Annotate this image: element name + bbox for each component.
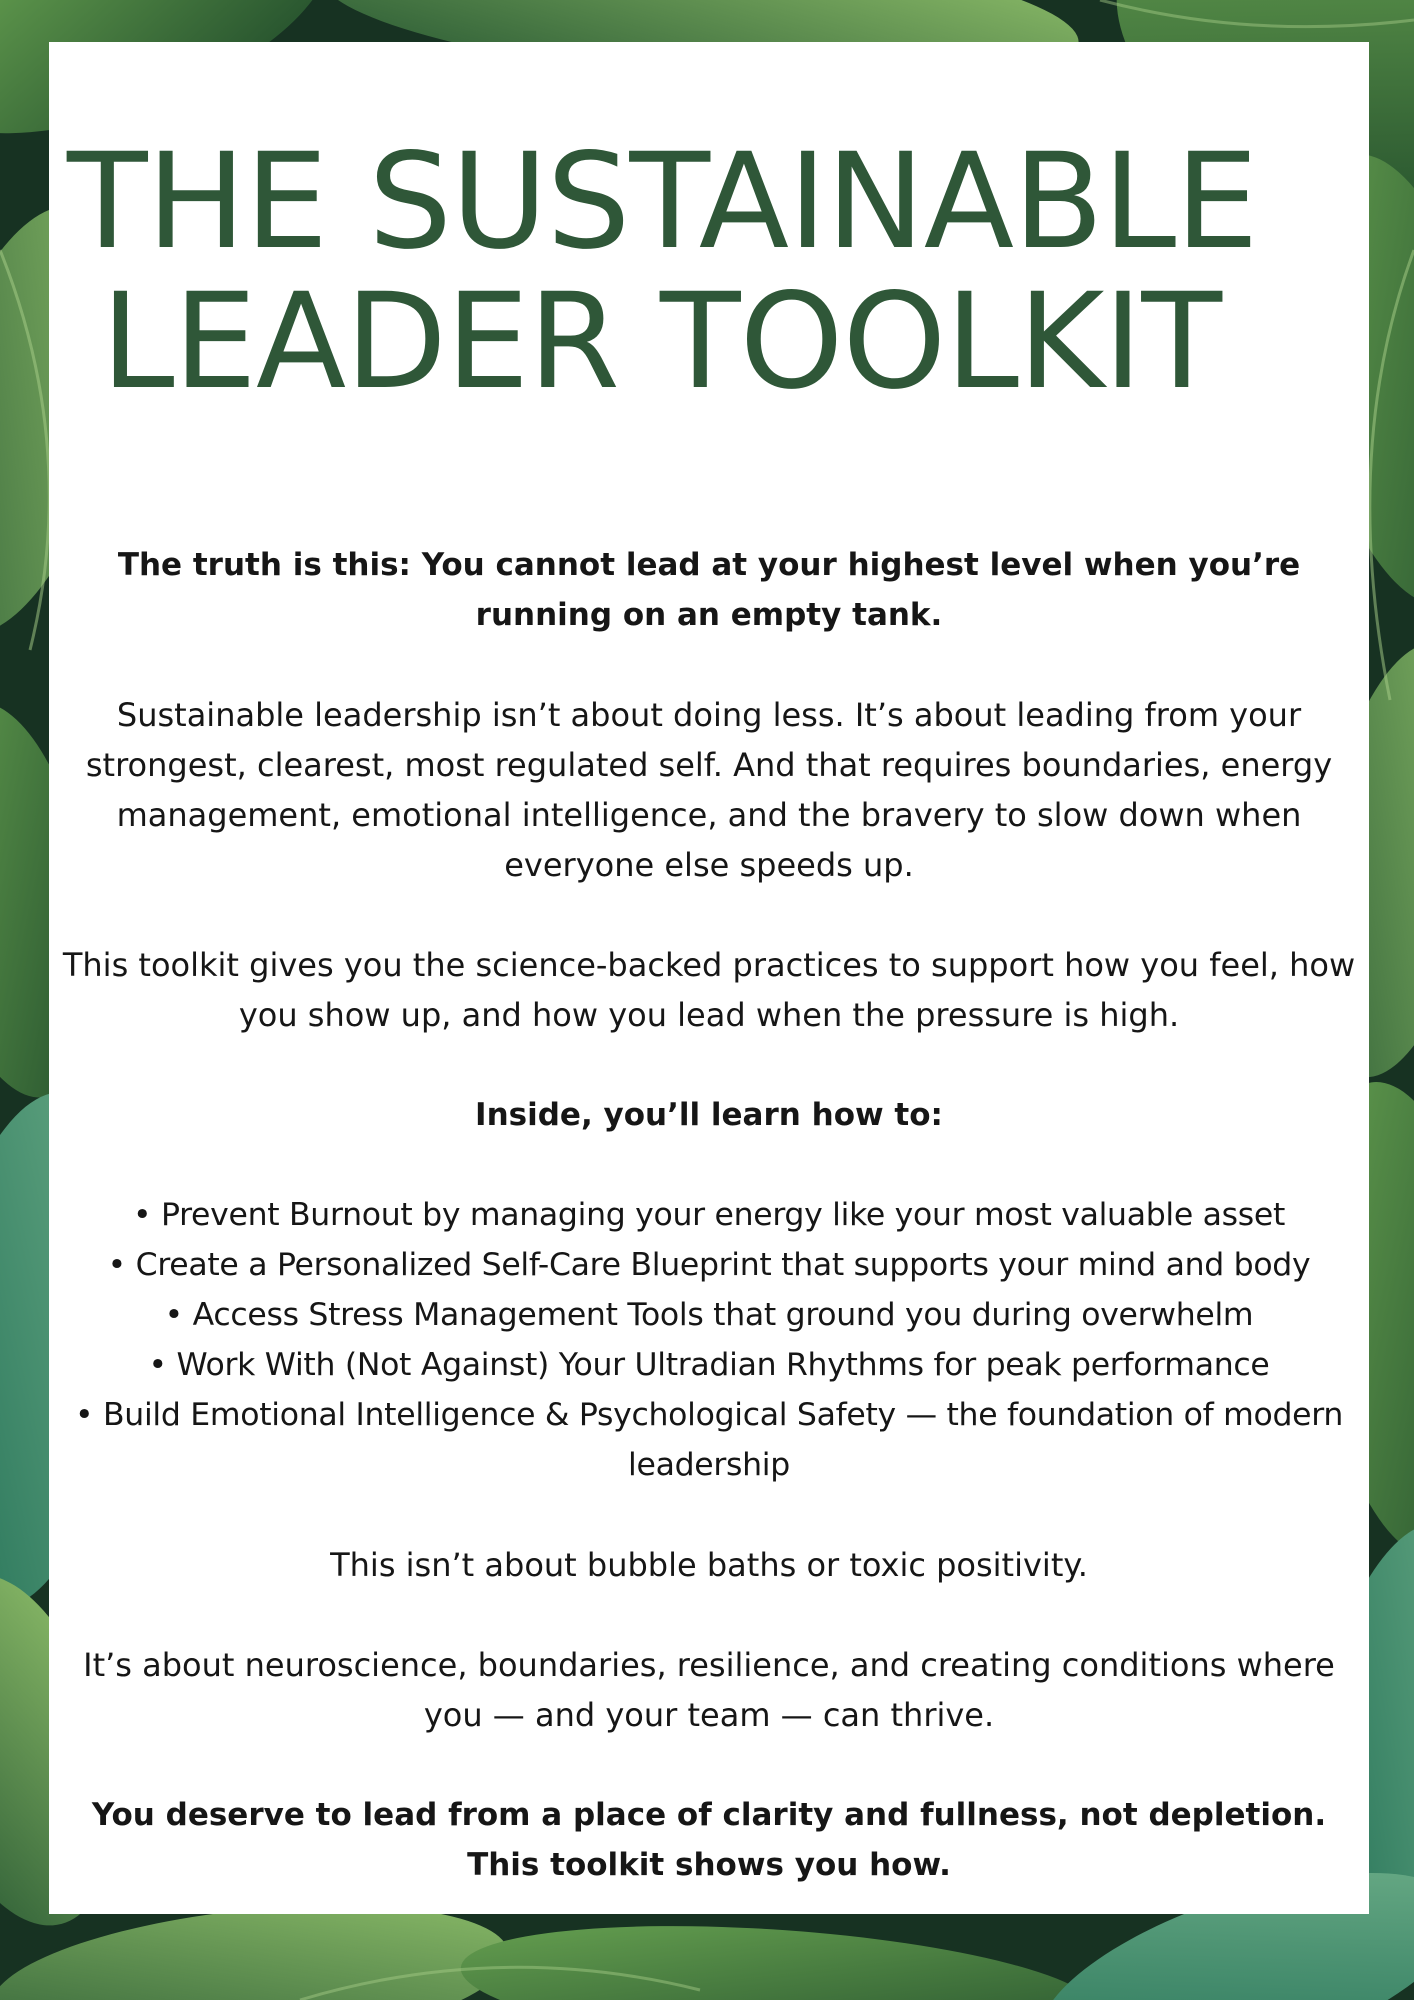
title-line-1: THE SUSTAINABLE	[67, 125, 1258, 279]
paragraph-neuroscience: It’s about neuroscience, boundaries, resilience, and creating conditions where you — and your team — can thrive.	[83, 1646, 1335, 1734]
list-item: • Access Stress Management Tools that ground you during overwhelm	[164, 1297, 1254, 1333]
closing-line-2: This toolkit shows you how.	[467, 1847, 951, 1883]
paragraph-sustainable-leadership: Sustainable leadership isn’t about doing less. It’s about leading from your strongest, clearest, most regulated self. And that requires boundaries, energy management, emotional intelligence, and the bravery to slow down when everyone else speeds up.	[85, 696, 1333, 884]
paragraph-not-bubble-baths: This isn’t about bubble baths or toxic positivity.	[330, 1546, 1088, 1584]
list-item: • Build Emotional Intelligence & Psychological Safety — the foundation of modern leadership	[74, 1397, 1344, 1483]
body-text	[49, 540, 1369, 1890]
benefit-list	[49, 1190, 1369, 1490]
list-item: • Prevent Burnout by managing your energy like your most valuable asset	[132, 1197, 1286, 1233]
paragraph-toolkit-description: This toolkit gives you the science-backed practices to support how you feel, how you show up, and how you lead when the pressure is high.	[62, 946, 1356, 1034]
list-item: • Create a Personalized Self-Care Blueprint that supports your mind and body	[107, 1247, 1311, 1283]
closing-line-1: You deserve to lead from a place of clarity and fullness, not depletion.	[91, 1797, 1327, 1833]
closing-statement	[49, 1790, 1369, 1890]
content-card	[49, 42, 1369, 1914]
list-item: • Work With (Not Against) Your Ultradian Rhythms for peak performance	[148, 1347, 1270, 1383]
title-line-2: LEADER TOOLKIT	[101, 265, 1222, 419]
intro-statement: The truth is this: You cannot lead at your highest level when you’re running on an empty tank.	[117, 547, 1301, 633]
list-heading: Inside, you’ll learn how to:	[475, 1097, 943, 1133]
page-title	[49, 125, 1369, 419]
